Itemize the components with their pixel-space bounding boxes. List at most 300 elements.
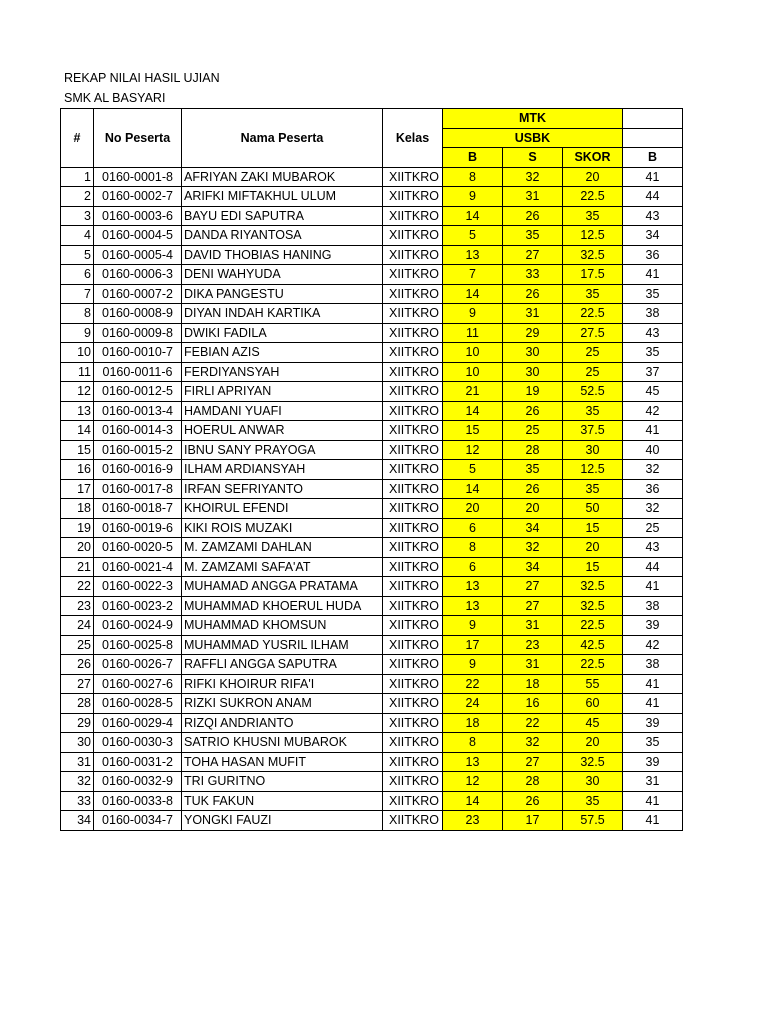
score-s: 27 <box>503 596 563 616</box>
score-skor: 35 <box>563 479 623 499</box>
score-skor: 22.5 <box>563 616 623 636</box>
table-row <box>61 440 683 460</box>
score-b-2: 41 <box>623 791 683 811</box>
score-b-2: 34 <box>623 226 683 246</box>
header-exam-usbk: USBK <box>443 128 623 148</box>
score-s: 31 <box>503 304 563 324</box>
class: XIITKRO <box>383 772 443 792</box>
row-number: 18 <box>61 499 94 519</box>
score-s: 32 <box>503 167 563 187</box>
score-skor: 57.5 <box>563 811 623 831</box>
participant-number: 0160-0001-8 <box>94 167 182 187</box>
participant-name: M. ZAMZAMI DAHLAN <box>182 538 383 558</box>
score-b-2: 43 <box>623 323 683 343</box>
row-number: 1 <box>61 167 94 187</box>
participant-number: 0160-0034-7 <box>94 811 182 831</box>
table-row <box>61 479 683 499</box>
score-s: 26 <box>503 479 563 499</box>
row-number: 14 <box>61 421 94 441</box>
participant-number: 0160-0032-9 <box>94 772 182 792</box>
score-s: 25 <box>503 421 563 441</box>
score-b-2: 41 <box>623 421 683 441</box>
score-skor: 55 <box>563 674 623 694</box>
score-b: 23 <box>443 811 503 831</box>
score-b: 6 <box>443 518 503 538</box>
participant-name: SATRIO KHUSNI MUBAROK <box>182 733 383 753</box>
score-b: 13 <box>443 577 503 597</box>
row-number: 22 <box>61 577 94 597</box>
class: XIITKRO <box>383 596 443 616</box>
participant-name: KHOIRUL EFENDI <box>182 499 383 519</box>
table-row <box>61 674 683 694</box>
score-b: 10 <box>443 343 503 363</box>
score-s: 32 <box>503 733 563 753</box>
table-row <box>61 206 683 226</box>
table-row <box>61 343 683 363</box>
row-number: 20 <box>61 538 94 558</box>
class: XIITKRO <box>383 245 443 265</box>
participant-number: 0160-0003-6 <box>94 206 182 226</box>
score-skor: 22.5 <box>563 655 623 675</box>
participant-name: HOERUL ANWAR <box>182 421 383 441</box>
score-b-2: 41 <box>623 167 683 187</box>
class: XIITKRO <box>383 518 443 538</box>
participant-name: DIYAN INDAH KARTIKA <box>182 304 383 324</box>
score-b: 14 <box>443 206 503 226</box>
score-skor: 25 <box>563 343 623 363</box>
participant-name: MUHAMMAD KHOMSUN <box>182 616 383 636</box>
score-s: 35 <box>503 226 563 246</box>
participant-name: ILHAM ARDIANSYAH <box>182 460 383 480</box>
score-b: 8 <box>443 167 503 187</box>
score-b: 15 <box>443 421 503 441</box>
table-row <box>61 791 683 811</box>
score-skor: 22.5 <box>563 187 623 207</box>
score-skor: 37.5 <box>563 421 623 441</box>
row-number: 12 <box>61 382 94 402</box>
score-s: 26 <box>503 791 563 811</box>
score-s: 26 <box>503 284 563 304</box>
score-s: 26 <box>503 401 563 421</box>
score-b-2: 39 <box>623 616 683 636</box>
score-b-2: 41 <box>623 674 683 694</box>
class: XIITKRO <box>383 733 443 753</box>
class: XIITKRO <box>383 791 443 811</box>
score-b-2: 32 <box>623 460 683 480</box>
participant-number: 0160-0015-2 <box>94 440 182 460</box>
class: XIITKRO <box>383 284 443 304</box>
class: XIITKRO <box>383 655 443 675</box>
class: XIITKRO <box>383 440 443 460</box>
participant-name: M. ZAMZAMI SAFA'AT <box>182 557 383 577</box>
score-skor: 35 <box>563 401 623 421</box>
results-table <box>60 108 683 831</box>
row-number: 30 <box>61 733 94 753</box>
score-s: 18 <box>503 674 563 694</box>
participant-number: 0160-0013-4 <box>94 401 182 421</box>
score-b-2: 44 <box>623 187 683 207</box>
score-skor: 22.5 <box>563 304 623 324</box>
participant-name: IRFAN SEFRIYANTO <box>182 479 383 499</box>
score-s: 22 <box>503 713 563 733</box>
score-b-2: 45 <box>623 382 683 402</box>
score-b: 13 <box>443 596 503 616</box>
score-b-2: 25 <box>623 518 683 538</box>
row-number: 29 <box>61 713 94 733</box>
score-s: 19 <box>503 382 563 402</box>
participant-name: KIKI ROIS MUZAKI <box>182 518 383 538</box>
score-skor: 25 <box>563 362 623 382</box>
score-skor: 20 <box>563 167 623 187</box>
score-b: 14 <box>443 791 503 811</box>
score-b-2: 31 <box>623 772 683 792</box>
participant-name: MUHAMMAD KHOERUL HUDA <box>182 596 383 616</box>
class: XIITKRO <box>383 674 443 694</box>
score-s: 34 <box>503 518 563 538</box>
row-number: 21 <box>61 557 94 577</box>
score-skor: 20 <box>563 733 623 753</box>
table-row <box>61 187 683 207</box>
score-s: 27 <box>503 752 563 772</box>
table-row <box>61 811 683 831</box>
participant-name: RIZQI ANDRIANTO <box>182 713 383 733</box>
row-number: 25 <box>61 635 94 655</box>
score-b-2: 38 <box>623 304 683 324</box>
participant-number: 0160-0030-3 <box>94 733 182 753</box>
participant-number: 0160-0006-3 <box>94 265 182 285</box>
participant-name: RAFFLI ANGGA SAPUTRA <box>182 655 383 675</box>
participant-number: 0160-0029-4 <box>94 713 182 733</box>
score-b: 13 <box>443 752 503 772</box>
table-row <box>61 265 683 285</box>
participant-number: 0160-0024-9 <box>94 616 182 636</box>
score-s: 28 <box>503 440 563 460</box>
participant-name: DAVID THOBIAS HANING <box>182 245 383 265</box>
score-skor: 35 <box>563 791 623 811</box>
score-skor: 30 <box>563 772 623 792</box>
table-row <box>61 772 683 792</box>
header-nama-peserta: Nama Peserta <box>182 109 383 168</box>
row-number: 26 <box>61 655 94 675</box>
table-row <box>61 382 683 402</box>
header-row-1 <box>61 109 683 129</box>
participant-number: 0160-0007-2 <box>94 284 182 304</box>
participant-number: 0160-0027-6 <box>94 674 182 694</box>
score-s: 34 <box>503 557 563 577</box>
table-row <box>61 538 683 558</box>
participant-number: 0160-0014-3 <box>94 421 182 441</box>
score-b-2: 41 <box>623 265 683 285</box>
score-s: 33 <box>503 265 563 285</box>
score-b-2: 43 <box>623 206 683 226</box>
participant-number: 0160-0002-7 <box>94 187 182 207</box>
score-b-2: 42 <box>623 635 683 655</box>
score-b: 14 <box>443 479 503 499</box>
participant-number: 0160-0025-8 <box>94 635 182 655</box>
score-skor: 15 <box>563 518 623 538</box>
table-row <box>61 518 683 538</box>
participant-name: YONGKI FAUZI <box>182 811 383 831</box>
class: XIITKRO <box>383 713 443 733</box>
participant-number: 0160-0008-9 <box>94 304 182 324</box>
participant-name: DENI WAHYUDA <box>182 265 383 285</box>
participant-name: FIRLI APRIYAN <box>182 382 383 402</box>
participant-number: 0160-0026-7 <box>94 655 182 675</box>
score-skor: 50 <box>563 499 623 519</box>
row-number: 5 <box>61 245 94 265</box>
header-blank <box>623 109 683 129</box>
score-skor: 32.5 <box>563 577 623 597</box>
participant-name: AFRIYAN ZAKI MUBAROK <box>182 167 383 187</box>
header-b: B <box>443 148 503 168</box>
score-skor: 12.5 <box>563 460 623 480</box>
header-subject-mtk: MTK <box>443 109 623 129</box>
class: XIITKRO <box>383 187 443 207</box>
score-b: 18 <box>443 713 503 733</box>
score-s: 31 <box>503 655 563 675</box>
row-number: 11 <box>61 362 94 382</box>
row-number: 15 <box>61 440 94 460</box>
table-row <box>61 245 683 265</box>
score-b-2: 35 <box>623 343 683 363</box>
participant-name: TUK FAKUN <box>182 791 383 811</box>
table-row <box>61 167 683 187</box>
score-b: 22 <box>443 674 503 694</box>
table-row <box>61 694 683 714</box>
class: XIITKRO <box>383 401 443 421</box>
participant-number: 0160-0009-8 <box>94 323 182 343</box>
score-b: 20 <box>443 499 503 519</box>
score-b: 9 <box>443 187 503 207</box>
score-s: 31 <box>503 187 563 207</box>
score-skor: 32.5 <box>563 245 623 265</box>
score-b-2: 35 <box>623 284 683 304</box>
row-number: 19 <box>61 518 94 538</box>
score-s: 30 <box>503 343 563 363</box>
score-s: 16 <box>503 694 563 714</box>
score-b-2: 32 <box>623 499 683 519</box>
score-b: 12 <box>443 772 503 792</box>
score-skor: 35 <box>563 206 623 226</box>
score-skor: 15 <box>563 557 623 577</box>
participant-number: 0160-0017-8 <box>94 479 182 499</box>
header-blank-2 <box>623 128 683 148</box>
score-s: 28 <box>503 772 563 792</box>
score-b: 8 <box>443 733 503 753</box>
score-b: 12 <box>443 440 503 460</box>
score-b: 24 <box>443 694 503 714</box>
table-row <box>61 577 683 597</box>
score-b: 8 <box>443 538 503 558</box>
score-b-2: 41 <box>623 811 683 831</box>
row-number: 23 <box>61 596 94 616</box>
table-row <box>61 499 683 519</box>
score-b: 17 <box>443 635 503 655</box>
score-s: 27 <box>503 577 563 597</box>
row-number: 32 <box>61 772 94 792</box>
score-b: 11 <box>443 323 503 343</box>
row-number: 10 <box>61 343 94 363</box>
header-skor: SKOR <box>563 148 623 168</box>
class: XIITKRO <box>383 694 443 714</box>
row-number: 6 <box>61 265 94 285</box>
class: XIITKRO <box>383 752 443 772</box>
score-skor: 52.5 <box>563 382 623 402</box>
class: XIITKRO <box>383 167 443 187</box>
row-number: 27 <box>61 674 94 694</box>
participant-number: 0160-0011-6 <box>94 362 182 382</box>
score-b: 21 <box>443 382 503 402</box>
participant-name: RIFKI KHOIRUR RIFA'I <box>182 674 383 694</box>
class: XIITKRO <box>383 557 443 577</box>
score-b-2: 37 <box>623 362 683 382</box>
row-number: 17 <box>61 479 94 499</box>
participant-number: 0160-0019-6 <box>94 518 182 538</box>
row-number: 33 <box>61 791 94 811</box>
class: XIITKRO <box>383 460 443 480</box>
row-number: 8 <box>61 304 94 324</box>
table-row <box>61 304 683 324</box>
table-row <box>61 323 683 343</box>
score-b: 14 <box>443 284 503 304</box>
score-skor: 45 <box>563 713 623 733</box>
table-row <box>61 421 683 441</box>
class: XIITKRO <box>383 479 443 499</box>
class: XIITKRO <box>383 811 443 831</box>
score-s: 17 <box>503 811 563 831</box>
table-row <box>61 596 683 616</box>
participant-number: 0160-0004-5 <box>94 226 182 246</box>
row-number: 4 <box>61 226 94 246</box>
table-row <box>61 460 683 480</box>
participant-name: ARIFKI MIFTAKHUL ULUM <box>182 187 383 207</box>
participant-number: 0160-0031-2 <box>94 752 182 772</box>
score-s: 26 <box>503 206 563 226</box>
class: XIITKRO <box>383 382 443 402</box>
class: XIITKRO <box>383 343 443 363</box>
participant-name: HAMDANI YUAFI <box>182 401 383 421</box>
table-row <box>61 733 683 753</box>
score-b: 9 <box>443 616 503 636</box>
score-b: 7 <box>443 265 503 285</box>
row-number: 7 <box>61 284 94 304</box>
row-number: 28 <box>61 694 94 714</box>
score-b-2: 36 <box>623 245 683 265</box>
class: XIITKRO <box>383 362 443 382</box>
header-no-peserta: No Peserta <box>94 109 182 168</box>
score-s: 23 <box>503 635 563 655</box>
score-b-2: 38 <box>623 655 683 675</box>
score-b: 6 <box>443 557 503 577</box>
score-b-2: 35 <box>623 733 683 753</box>
score-skor: 35 <box>563 284 623 304</box>
table-row <box>61 362 683 382</box>
participant-number: 0160-0012-5 <box>94 382 182 402</box>
row-number: 16 <box>61 460 94 480</box>
row-number: 9 <box>61 323 94 343</box>
class: XIITKRO <box>383 538 443 558</box>
score-b: 10 <box>443 362 503 382</box>
participant-name: FERDIYANSYAH <box>182 362 383 382</box>
participant-number: 0160-0020-5 <box>94 538 182 558</box>
table-row <box>61 655 683 675</box>
score-b: 9 <box>443 655 503 675</box>
table-row <box>61 752 683 772</box>
table-body <box>61 167 683 830</box>
score-skor: 27.5 <box>563 323 623 343</box>
class: XIITKRO <box>383 265 443 285</box>
participant-number: 0160-0005-4 <box>94 245 182 265</box>
participant-number: 0160-0016-9 <box>94 460 182 480</box>
row-number: 13 <box>61 401 94 421</box>
row-number: 2 <box>61 187 94 207</box>
participant-name: FEBIAN AZIS <box>182 343 383 363</box>
score-b-2: 39 <box>623 713 683 733</box>
score-b-2: 40 <box>623 440 683 460</box>
table-row <box>61 635 683 655</box>
score-b-2: 41 <box>623 577 683 597</box>
header-no: # <box>61 109 94 168</box>
participant-name: TOHA HASAN MUFIT <box>182 752 383 772</box>
participant-number: 0160-0033-8 <box>94 791 182 811</box>
score-skor: 17.5 <box>563 265 623 285</box>
score-s: 32 <box>503 538 563 558</box>
class: XIITKRO <box>383 635 443 655</box>
score-skor: 42.5 <box>563 635 623 655</box>
participant-number: 0160-0018-7 <box>94 499 182 519</box>
score-b-2: 38 <box>623 596 683 616</box>
score-skor: 32.5 <box>563 752 623 772</box>
header-kelas: Kelas <box>383 109 443 168</box>
participant-name: RIZKI SUKRON ANAM <box>182 694 383 714</box>
score-s: 20 <box>503 499 563 519</box>
class: XIITKRO <box>383 206 443 226</box>
participant-name: TRI GURITNO <box>182 772 383 792</box>
participant-number: 0160-0023-2 <box>94 596 182 616</box>
table-row <box>61 401 683 421</box>
class: XIITKRO <box>383 616 443 636</box>
class: XIITKRO <box>383 421 443 441</box>
class: XIITKRO <box>383 577 443 597</box>
score-b-2: 43 <box>623 538 683 558</box>
participant-name: BAYU EDI SAPUTRA <box>182 206 383 226</box>
score-skor: 32.5 <box>563 596 623 616</box>
participant-name: DIKA PANGESTU <box>182 284 383 304</box>
score-b-2: 42 <box>623 401 683 421</box>
table-row <box>61 557 683 577</box>
table-row <box>61 226 683 246</box>
score-b: 5 <box>443 460 503 480</box>
participant-name: MUHAMMAD YUSRIL ILHAM <box>182 635 383 655</box>
score-b-2: 44 <box>623 557 683 577</box>
participant-number: 0160-0028-5 <box>94 694 182 714</box>
class: XIITKRO <box>383 323 443 343</box>
score-skor: 60 <box>563 694 623 714</box>
table-row <box>61 284 683 304</box>
participant-name: DANDA RIYANTOSA <box>182 226 383 246</box>
score-b: 14 <box>443 401 503 421</box>
score-s: 31 <box>503 616 563 636</box>
score-b-2: 39 <box>623 752 683 772</box>
class: XIITKRO <box>383 226 443 246</box>
score-b-2: 36 <box>623 479 683 499</box>
report-title: REKAP NILAI HASIL UJIAN <box>64 71 220 85</box>
class: XIITKRO <box>383 499 443 519</box>
row-number: 24 <box>61 616 94 636</box>
score-s: 29 <box>503 323 563 343</box>
score-b: 13 <box>443 245 503 265</box>
score-s: 35 <box>503 460 563 480</box>
